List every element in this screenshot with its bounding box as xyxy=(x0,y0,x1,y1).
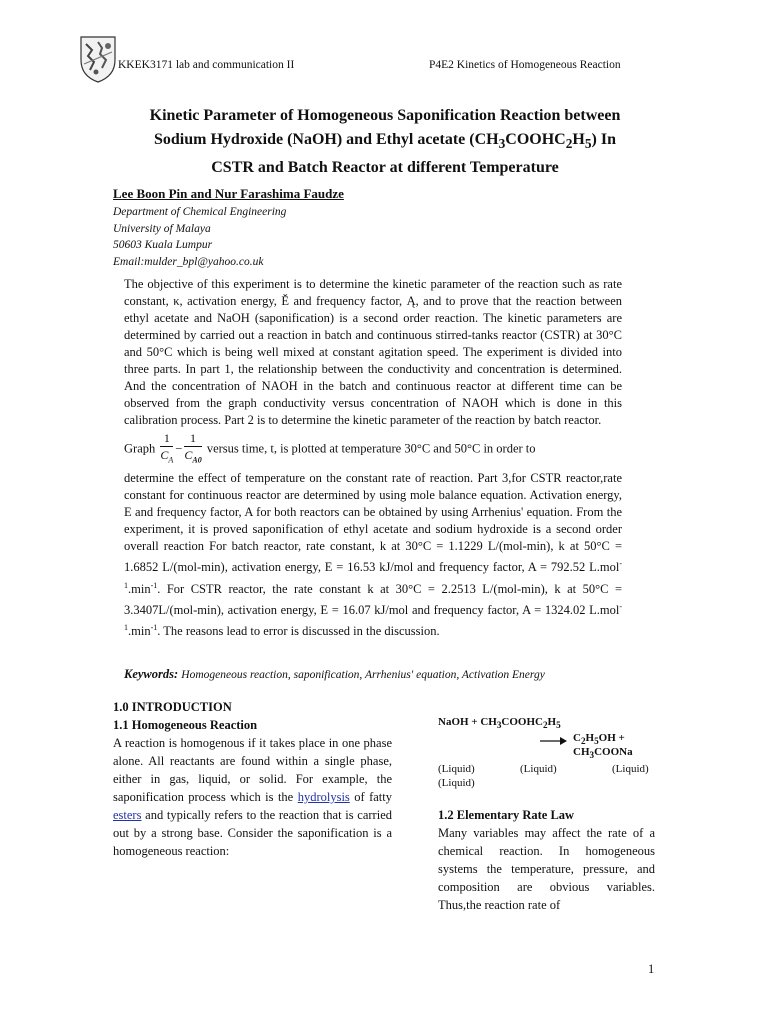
phase-label-1: (Liquid) xyxy=(438,763,475,775)
affiliation-university: University of Malaya xyxy=(113,222,211,235)
affiliation xyxy=(113,204,286,270)
subsection-heading-rate-law: 1.2 Elementary Rate Law xyxy=(438,808,575,822)
authors: Lee Boon Pin and Nur Farashima Faudze xyxy=(113,186,344,201)
link-esters[interactable]: esters xyxy=(113,808,142,822)
title-line-1: Kinetic Parameter of Homogeneous Saponification Reaction between xyxy=(149,107,621,124)
phase-label-2: (Liquid) xyxy=(520,763,557,775)
reaction-reactants: NaOH + $CH_3COOHC_2H_5$ xyxy=(438,716,561,731)
affiliation-department: Department of Chemical Engineering xyxy=(113,206,287,218)
subsection-heading-homogeneous: 1.1 Homogeneous Reaction xyxy=(113,718,258,732)
keywords xyxy=(124,667,545,682)
phase-label-3: (Liquid) xyxy=(612,763,649,775)
page-number: 1 xyxy=(648,962,655,976)
section-heading-introduction: 1.0 INTRODUCTION xyxy=(113,700,232,714)
abstract-graph-line: Graph $\frac{1}{C_A}$ − $\frac{1}{C_{A0}}$ versus time, t, is plotted at temperature 30°C and 50°C in order to xyxy=(124,431,622,468)
section-elementary-rate-law xyxy=(438,806,655,914)
reaction-product-sodium-acetate: $CH_3COONa$ xyxy=(573,746,633,761)
affiliation-email: Email:mulder_bpl@yahoo.co.uk xyxy=(113,255,264,268)
university-crest-logo xyxy=(78,34,118,84)
paper-title xyxy=(100,104,670,180)
link-hydrolysis[interactable]: hydrolysis xyxy=(297,790,350,804)
title-line-3: CSTR and Batch Reactor at different Temperature xyxy=(211,159,559,177)
header-course: KKEK3171 lab and communication II xyxy=(118,59,295,71)
abstract-paragraph-2: determine the effect of temperature on the constant rate of reaction. Part 3,for CSTR reactor,rate constant for continuous reactor are determined by using mole balance equation. Activation energy, E and frequency factor, A for both reactors can be obtained by using Arrhenius' equation. From the experiment, it is proved saponification of ethyl acetate and sodium hydroxide is a second order overall reaction For batch reactor, rate constant, k at 30°C = 1.1229 L/(mol-min), k at 50°C = 1.6852 L/(mol-min), activation energy, E = 16.53 kJ/mol and frequency factor, A = 792.52 $L.mol^{-1}.\min^{-1}$. For CSTR reactor, the rate constant k at 30°C = 2.2513 L/(mol-min), k at 50°C = 3.3407L/(mol-min), activation energy, E = 16.07 kJ/mol and frequency factor, A = 1324.02 $L.mol^{-1}.\min^{-1}$. The reasons lead to error is discussed in the discussion. xyxy=(124,471,622,639)
phase-label-4: (Liquid) xyxy=(438,777,475,789)
fraction-one-over-ca0: $\frac{1}{C_{A0}}$ xyxy=(184,431,202,465)
keywords-text: Homogeneous reaction, saponification, Arrhenius' equation, Activation Energy xyxy=(181,669,545,681)
section-introduction xyxy=(113,698,392,860)
rate-law-paragraph: Many variables may affect the rate of a chemical reaction. In homogeneous systems the temperature, pressure, and composition are obvious variables. Thus,the reaction rate of xyxy=(438,826,655,912)
title-line-2: Sodium Hydroxide (NaOH) and Ethyl acetate $(CH_3COOHC_2H_5)$ In xyxy=(154,131,616,152)
header-experiment: P4E2 Kinetics of Homogeneous Reaction xyxy=(429,59,621,71)
affiliation-city: 50603 Kuala Lumpur xyxy=(113,239,213,251)
abstract-paragraph-1: The objective of this experiment is to determine the kinetic parameter of the reaction such as rate constant, κ, activation energy, Ě and frequency factor, Ą, and to prove that the reaction between ethyl acetate and NaOH (saponification) is a second order reaction. The kinetic parameters are determined by carried out a reaction in batch and continuous stirred-tanks reactor (CSTR) at 30°C and 50°C which is being well mixed at constant agitation speed. The experiment is divided into three parts. In part 1, the relationship between the conductivity and concentration is determined. And the concentration of NAOH in the batch and continuous reactor at different time can be observed from the graph conductivity versus concentration of NAOH which is done in this calibration process. Part 2 is to determine the kinetic parameter of the reaction by batch reactor. xyxy=(124,277,622,427)
introduction-paragraph: A reaction is homogenous if it takes place in one phase alone. All reactants are found within a single phase, either in gas, liquid, or solid. For example, the saponification process which is the hydrolysis of fatty esters and typically refers to the reaction that is carried out by a strong base. Consider the saponification is a homogeneous reaction: xyxy=(113,736,392,858)
keywords-label: Keywords: xyxy=(124,667,179,681)
fraction-one-over-ca: $\frac{1}{C_A}$ xyxy=(160,431,174,465)
reaction-product-ethanol: $C_2H_5OH$ + xyxy=(573,732,625,747)
reaction-arrow xyxy=(540,733,568,751)
abstract xyxy=(124,276,622,640)
